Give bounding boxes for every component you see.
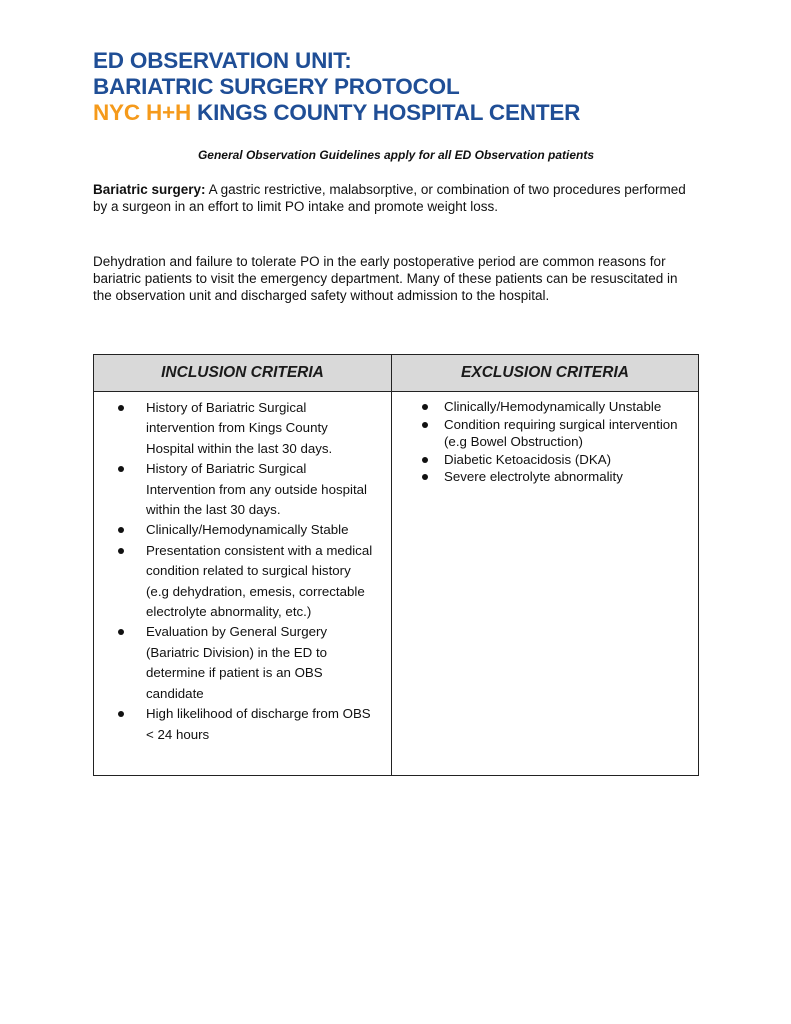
- dehydration-paragraph: Dehydration and failure to tolerate PO in the early postoperative period are common reasons for bariatric patients to visit the emergency department. Many of these patients can be resuscitated in the observation unit and discharged safety without admission to the hospital.: [93, 254, 678, 303]
- exclusion-header: EXCLUSION CRITERIA: [392, 355, 698, 392]
- bullet-icon: [422, 457, 428, 463]
- title-hospital-name: KINGS COUNTY HOSPITAL CENTER: [191, 100, 581, 125]
- definition-text: A gastric restrictive, malabsorptive, or combination of two procedures performed by a surgeon in an effort to limit PO intake and promote weight loss.: [93, 182, 686, 214]
- inclusion-list: [94, 398, 391, 745]
- inclusion-item: History of Bariatric Surgical intervention from Kings County Hospital within the last 30 days.: [94, 398, 391, 459]
- inclusion-item: Presentation consistent with a medical condition related to surgical history (e.g dehydration, emesis, correctable electrolyte abnormality, etc.): [94, 541, 391, 623]
- bullet-icon: [118, 711, 124, 717]
- exclusion-item: Clinically/Hemodynamically Unstable: [392, 398, 698, 416]
- bullet-icon: [118, 466, 124, 472]
- bullet-icon: [118, 629, 124, 635]
- bullet-icon: [422, 474, 428, 480]
- bullet-icon: [422, 422, 428, 428]
- definition-term: Bariatric surgery:: [93, 182, 206, 197]
- exclusion-item: Diabetic Ketoacidosis (DKA): [392, 451, 698, 469]
- inclusion-item: Evaluation by General Surgery (Bariatric Division) in the ED to determine if patient is an OBS candidate: [94, 622, 391, 704]
- bullet-icon: [422, 404, 428, 410]
- definition-paragraph: [93, 181, 699, 215]
- exclusion-item: Condition requiring surgical intervention (e.g Bowel Obstruction): [392, 416, 698, 451]
- bullet-icon: [118, 405, 124, 411]
- criteria-table: [93, 354, 699, 776]
- title-line-unit: ED OBSERVATION UNIT:: [93, 48, 352, 73]
- inclusion-item: High likelihood of discharge from OBS < 24 hours: [94, 704, 391, 745]
- inclusion-header: INCLUSION CRITERIA: [94, 355, 392, 392]
- inclusion-item: History of Bariatric Surgical Intervention from any outside hospital within the last 30 days.: [94, 459, 391, 520]
- title-line-hospital: [93, 100, 733, 126]
- inclusion-item: Clinically/Hemodynamically Stable: [94, 520, 391, 540]
- bullet-icon: [118, 548, 124, 554]
- title-accent-nyc-hh: NYC H+H: [93, 100, 191, 125]
- guidelines-note: General Observation Guidelines apply for all ED Observation patients: [197, 148, 595, 162]
- title-line-protocol: BARIATRIC SURGERY PROTOCOL: [93, 74, 460, 99]
- exclusion-list: [392, 398, 698, 486]
- document-title: [93, 48, 733, 126]
- exclusion-cell: [392, 392, 698, 775]
- exclusion-item: Severe electrolyte abnormality: [392, 468, 698, 486]
- inclusion-cell: [94, 392, 392, 775]
- bullet-icon: [118, 527, 124, 533]
